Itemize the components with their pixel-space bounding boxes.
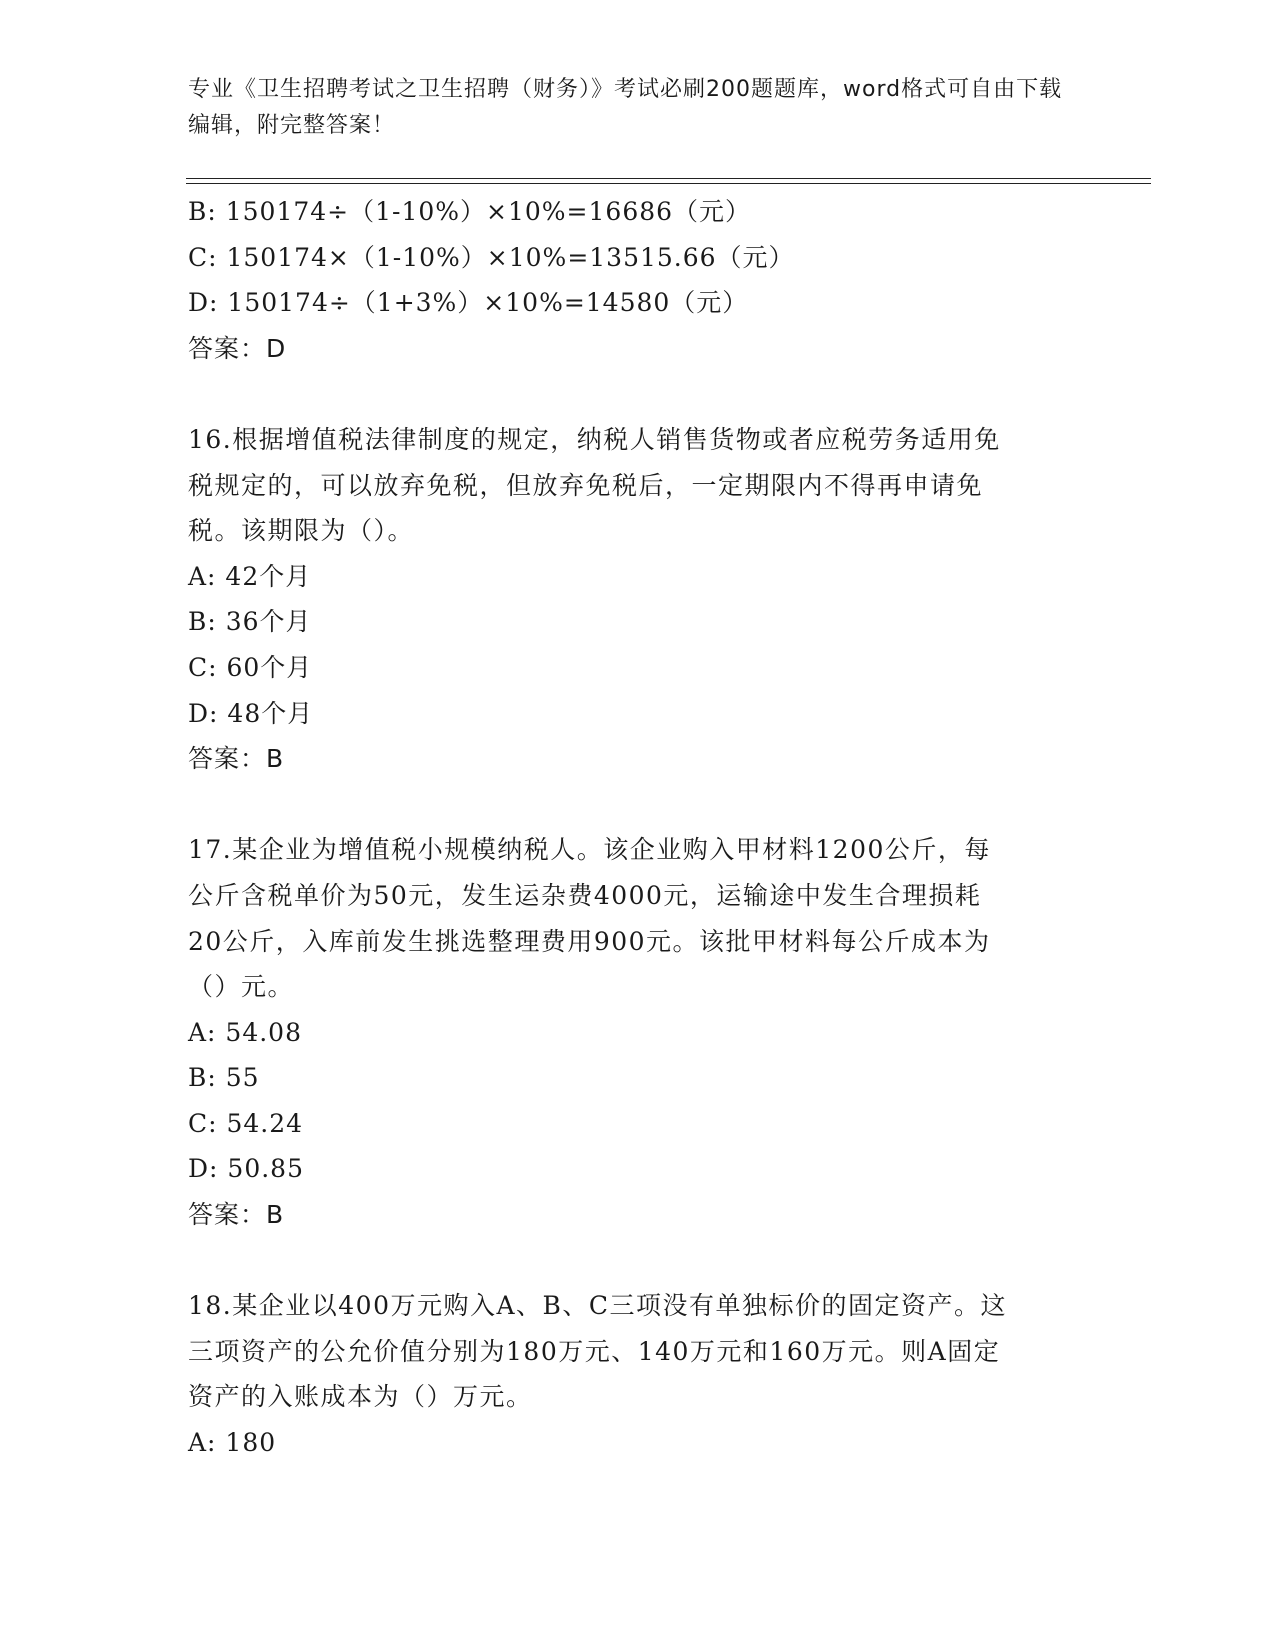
option-a: A: 54.08	[188, 1017, 302, 1047]
option-b: B: 36个月	[188, 607, 312, 637]
document-header: 专业《卫生招聘考试之卫生招聘（财务）》考试必刷200题题库，word格式可自由下载编辑，附完整答案！	[188, 77, 1063, 138]
option-c: C: 54.24	[188, 1108, 304, 1138]
question-line: 税。该期限为（）。	[188, 516, 415, 546]
answer: 答案：B	[188, 1200, 285, 1230]
question-text	[188, 1283, 1088, 1420]
answer: 答案：B	[188, 744, 285, 774]
option-d: D: 48个月	[188, 698, 314, 728]
document-body	[188, 189, 1088, 1466]
question-line: 18.某企业以400万元购入A、B、C三项没有单独标价的固定资产。这	[188, 1291, 1008, 1321]
question-16	[188, 417, 1088, 782]
question-line: 16.根据增值税法律制度的规定，纳税人销售货物或者应税劳务适用免	[188, 424, 1001, 454]
option-a: A: 42个月	[188, 561, 312, 591]
answer: 答案：D	[188, 333, 287, 363]
option-c: C: 60个月	[188, 652, 313, 682]
question-18	[188, 1283, 1088, 1465]
question-line: 三项资产的公允价值分别为180万元、140万元和160万元。则A固定	[188, 1336, 1001, 1366]
question-text	[188, 827, 1088, 1009]
header-rule-bottom	[186, 183, 1151, 184]
option-a: A: 180	[188, 1428, 277, 1458]
option-d: D: 150174÷（1+3%）×10%=14580（元）	[188, 288, 749, 318]
question-line: 资产的入账成本为（）万元。	[188, 1382, 533, 1412]
question-line: 公斤含税单价为50元，发生运杂费4000元，运输途中发生合理损耗	[188, 880, 982, 910]
option-b: B: 150174÷（1-10%）×10%=16686（元）	[188, 197, 752, 226]
question-17	[188, 827, 1088, 1237]
option-d: D: 50.85	[188, 1154, 304, 1184]
question-15-tail	[188, 189, 1088, 371]
option-c: C: 150174×（1-10%）×10%=13515.66（元）	[188, 242, 795, 272]
header-rule-top	[186, 178, 1151, 179]
question-line: 17.某企业为增值税小规模纳税人。该企业购入甲材料1200公斤，每	[188, 835, 991, 865]
option-b: B: 55	[188, 1063, 260, 1093]
question-line: （）元。	[188, 972, 295, 1002]
question-text	[188, 417, 1088, 554]
question-line: 20公斤，入库前发生挑选整理费用900元。该批甲材料每公斤成本为	[188, 926, 991, 956]
question-line: 税规定的，可以放弃免税，但放弃免税后，一定期限内不得再申请免	[188, 470, 984, 500]
